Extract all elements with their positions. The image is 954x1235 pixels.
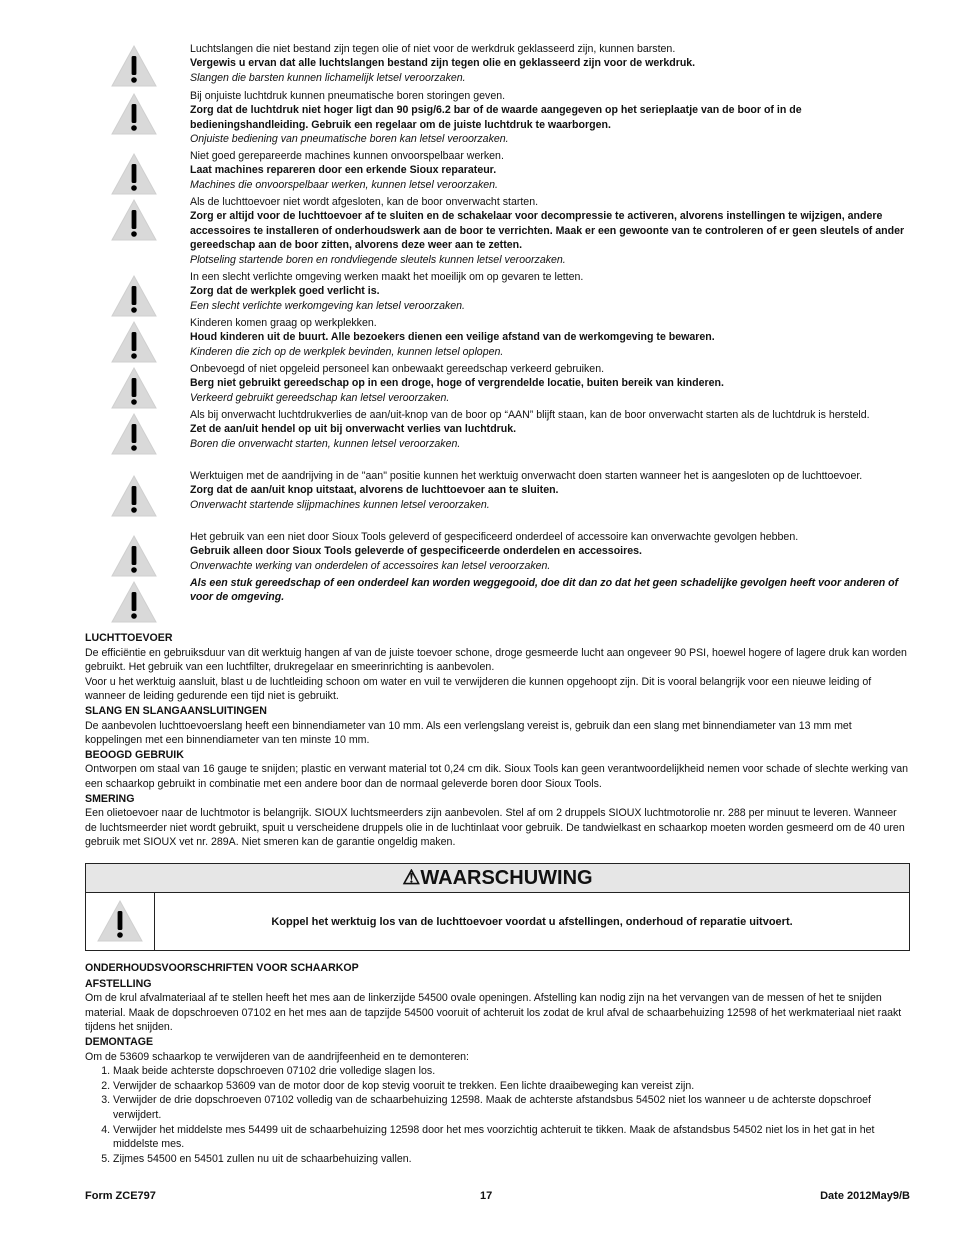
paragraph: Om de 53609 schaarkop te verwijderen van de aandrijfeenheid en te demonteren: bbox=[85, 1050, 469, 1063]
warning-triangle-icon bbox=[110, 366, 158, 410]
paragraph: Om de krul afvalmateriaal af te stellen heeft het mes aan de linkerzijde 54500 ovale openingen. Afstelling kan nodig zijn na het vervangen van de messen of het te snijden material. Maak de dopschroeven 07102 en het mes aan de tapzijde 54500 vooruit of achteruit los zodat de krul afval de schaarbehuizing 12598 of het werkmateriaal niet raakt tijdens het snijden. bbox=[85, 992, 902, 1034]
warning-consequence: Onverwacht startende slijpmachines kunnen letsel veroorzaken. bbox=[190, 498, 490, 511]
heading-afstelling: AFSTELLING bbox=[85, 977, 152, 990]
warning-item bbox=[190, 469, 915, 512]
warning-item bbox=[190, 316, 915, 359]
paragraph: De efficiëntie en gebruiksduur van dit werktuig hangen af van de juiste toevoer schone, droge gesmeerde lucht aan ongeveer 90 PSI, hoewel hogere of lagere druk kan worden gebruikt. Het gebruik van een luchtfilter, drukregelaar en smeerinrichting is aanbevolen. bbox=[85, 646, 907, 674]
warning-instruction: Berg niet gebruikt gereedschap op in een droge, hoge of vergrendelde locatie, buiten bereik van kinderen. bbox=[190, 377, 724, 390]
final-warning-text: Als een stuk gereedschap of een onderdeel kan worden weggegooid, doe dit dan zo dat het geen schadelijke gevolgen heeft voor anderen of voor de omgeving. bbox=[190, 577, 899, 604]
revision-date: Date 2012May9/B bbox=[820, 1190, 910, 1202]
warning-consequence: Machines die onvoorspelbaar werken, kunnen letsel veroorzaken. bbox=[190, 178, 498, 191]
heading-demontage: DEMONTAGE bbox=[85, 1035, 154, 1048]
warning-outline-icon: ⚠ bbox=[402, 867, 421, 889]
list-item: 4. Verwijder het middelste mes 54499 uit de schaarbehuizing 12598 door het mes voorzichtig achteruit te tikken. Maak de afstandsbus 54502 niet los in het gat in het middelste mes. bbox=[113, 1123, 910, 1152]
warning-consequence: Slangen die barsten kunnen lichamelijk letsel veroorzaken. bbox=[190, 71, 466, 84]
list-item: 1. Maak beide achterste dopschroeven 07102 drie volledige slagen los. bbox=[113, 1064, 910, 1079]
warning-instruction: Zorg dat de werkplek goed verlicht is. bbox=[190, 285, 380, 298]
warning-hazard: Als bij onverwacht luchtdrukverlies de aan/uit-knop van de boor op “AAN” blijft staan, kan de boor onverwacht starten als de luchtdruk is hersteld. bbox=[190, 409, 870, 421]
warning-hazard: In een slecht verlichte omgeving werken maakt het moeilijk om op gevaren te letten. bbox=[190, 271, 584, 283]
warning-hazard: Het gebruik van een niet door Sioux Tools geleverd of gespecificeerd onderdeel of accessoire kan onverwachte gevolgen hebben. bbox=[190, 531, 799, 543]
warning-hazard: Als de luchttoevoer niet wordt afgesloten, kan de boor onverwacht starten. bbox=[190, 196, 539, 208]
warning-hazard: Bij onjuiste luchtdruk kunnen pneumatische boren storingen geven. bbox=[190, 90, 506, 102]
warning-box-text: Koppel het werktuig los van de luchttoevoer voordat u afstellingen, onderhoud of reparatie uitvoert. bbox=[271, 915, 793, 928]
heading-beoogd-gebruik: BEOOGD GEBRUIK bbox=[85, 748, 184, 761]
heading-onderhoud: ONDERHOUDSVOORSCHRIFTEN VOOR SCHAARKOP bbox=[85, 962, 359, 974]
warning-consequence: Onjuiste bediening van pneumatische boren kan letsel veroorzaken. bbox=[190, 133, 509, 146]
paragraph: Een olietoevoer naar de luchtmotor is belangrijk. SIOUX luchtsmeerders zijn aanbevolen. Stel af om 2 druppels SIOUX luchtmotorolie nr. 288 per minuut te leveren. Wanneer de luchtsmeerder niet wordt gebruikt, spuit u verscheidene druppels olie in de luchtinlaat voor gebruik. De tandwielkast en schaarkop moeten worden gesmeerd om de 40 uren gebruik met SIOUX vet nr. 289A. Niet smeren kan de garantie ongeldig maken. bbox=[85, 807, 905, 849]
list-item: 2. Verwijder de schaarkop 53609 van de motor door de kop stevig vooruit te trekken. Een lichte draaibeweging kan vereist zijn. bbox=[113, 1079, 910, 1094]
warning-triangle-icon bbox=[110, 580, 158, 624]
steps-list bbox=[85, 1064, 910, 1166]
warning-box-title: WAARSCHUWING bbox=[420, 867, 593, 889]
warning-triangle-icon bbox=[110, 44, 158, 88]
warning-item bbox=[190, 362, 915, 405]
warning-triangle-icon bbox=[110, 534, 158, 578]
warning-consequence: Verkeerd gebruikt gereedschap kan letsel veroorzaken. bbox=[190, 391, 450, 404]
warning-box-icon-cell bbox=[86, 893, 155, 950]
warning-instruction: Zorg dat de aan/uit knop uitstaat, alvorens de luchttoevoer aan te sluiten. bbox=[190, 484, 559, 497]
warning-consequence: Onverwachte werking van onderdelen of accessoires kan letsel veroorzaken. bbox=[190, 559, 551, 572]
warning-triangle-icon bbox=[110, 152, 158, 196]
warning-item bbox=[190, 89, 915, 147]
warning-box bbox=[85, 863, 910, 951]
warning-box-header bbox=[86, 864, 909, 893]
warning-instruction: Vergewis u ervan dat alle luchtslangen bestand zijn tegen olie en geklasseerd zijn voor de werkdruk. bbox=[190, 57, 696, 70]
warning-hazard: Onbevoegd of niet opgeleid personeel kan onbewaakt gereedschap verkeerd gebruiken. bbox=[190, 363, 605, 375]
warning-instruction: Gebruik alleen door Sioux Tools geleverde of gespecificeerde onderdelen en accessoires. bbox=[190, 545, 642, 558]
warning-triangle-icon bbox=[110, 474, 158, 518]
page-number: 17 bbox=[480, 1190, 493, 1202]
warning-hazard: Luchtslangen die niet bestand zijn tegen olie of niet voor de werkdruk geklasseerd zijn, kunnen barsten. bbox=[190, 43, 676, 55]
warning-instruction: Houd kinderen uit de buurt. Alle bezoekers dienen een veilige afstand van de werkomgeving te bewaren. bbox=[190, 331, 715, 344]
list-item: 5. Zijmes 54500 en 54501 zullen nu uit de schaarbehuizing vallen. bbox=[113, 1152, 910, 1167]
warning-item bbox=[190, 530, 915, 573]
warning-instruction: Zorg er altijd voor de luchttoevoer af te sluiten en de schakelaar voor decompressie te activeren, alvorens instellingen te wijzigen, andere accessoires te installeren of onderhoudswerk aan de boor te verrichten. Maak er een gewoonte van te controleren of er geen sleutels of ander gereedschap aan de boor zitten, alvorens deze weer aan te zetten. bbox=[190, 210, 905, 252]
warning-item bbox=[190, 42, 915, 85]
warning-consequence: Kinderen die zich op de werkplek bevinden, kunnen letsel oplopen. bbox=[190, 345, 504, 358]
form-number: Form ZCE797 bbox=[85, 1190, 156, 1202]
warning-hazard: Niet goed gerepareerde machines kunnen onvoorspelbaar werken. bbox=[190, 150, 504, 162]
paragraph: De aanbevolen luchttoevoerslang heeft een binnendiameter van 10 mm. Als een verlengslang vereist is, gebruik dan een slang met binnendiameter van 13 mm met koppelingen met een binnendiameter van ten minste 10 mm. bbox=[85, 719, 852, 747]
warning-consequence: Een slecht verlichte werkomgeving kan letsel veroorzaken. bbox=[190, 299, 465, 312]
warning-item bbox=[190, 149, 915, 192]
heading-slang: SLANG EN SLANGAANSLUITINGEN bbox=[85, 704, 267, 717]
warning-instruction: Zorg dat de luchtdruk niet hoger ligt dan 90 psig/6.2 bar of de waarde aangegeven op het serieplaatje van de boor of in de bedieningshandleiding. Gebruik een regelaar om de juiste luchtdruk te waarborgen. bbox=[190, 104, 802, 131]
final-warning bbox=[190, 576, 915, 605]
warning-instruction: Laat machines repareren door een erkende Sioux reparateur. bbox=[190, 164, 497, 177]
heading-luchttoevoer: LUCHTTOEVOER bbox=[85, 632, 173, 644]
warning-instruction: Zet de aan/uit hendel op uit bij onverwacht verlies van luchtdruk. bbox=[190, 423, 517, 436]
paragraph: Voor u het werktuig aansluit, blast u de luchtleiding schoon om water en vuil te verwijderen die kunnen opgehoopt zijn. Dit is vooral belangrijk voor een nieuwe leiding of wanneer de leiding gedurende een tijd niet is gebruikt. bbox=[85, 675, 872, 703]
sections-block bbox=[85, 631, 910, 850]
warning-triangle-icon bbox=[110, 274, 158, 318]
heading-smering: SMERING bbox=[85, 792, 135, 805]
warning-triangle-icon bbox=[110, 198, 158, 242]
warning-triangle-icon bbox=[110, 412, 158, 456]
warning-item bbox=[190, 270, 915, 313]
maintenance-block bbox=[85, 961, 910, 1166]
warning-consequence: Plotseling startende boren en rondvliegende sleutels kunnen letsel veroorzaken. bbox=[190, 253, 566, 266]
list-item: 3. Verwijder de drie dopschroeven 07102 volledig van de schaarbehuizing 12598. Maak de achterste afstandsbus 54502 niet los wanneer u de achterste dopschroef verwijdert. bbox=[113, 1093, 910, 1122]
warning-item bbox=[190, 408, 915, 451]
warning-item bbox=[190, 195, 915, 267]
warning-triangle-icon bbox=[96, 899, 144, 948]
warning-hazard: Werktuigen met de aandrijving in de "aan" positie kunnen het werktuig onverwacht doen starten wanneer het is aangesloten op de luchttoevoer. bbox=[190, 470, 863, 482]
paragraph: Ontworpen om staal van 16 gauge te snijden; plastic en verwant material tot 0,24 cm dik. Sioux Tools kan geen verantwoordelijkheid nemen voor schade of slechte werking van een schaarkop gebruikt in combinatie met een andere boor dan de normaal geleverde boren door Sioux Tools. bbox=[85, 763, 909, 790]
warning-triangle-icon bbox=[110, 320, 158, 364]
warning-triangle-icon bbox=[110, 92, 158, 136]
warning-consequence: Boren die onverwacht starten, kunnen letsel veroorzaken. bbox=[190, 437, 461, 450]
warning-hazard: Kinderen komen graag op werkplekken. bbox=[190, 317, 377, 329]
